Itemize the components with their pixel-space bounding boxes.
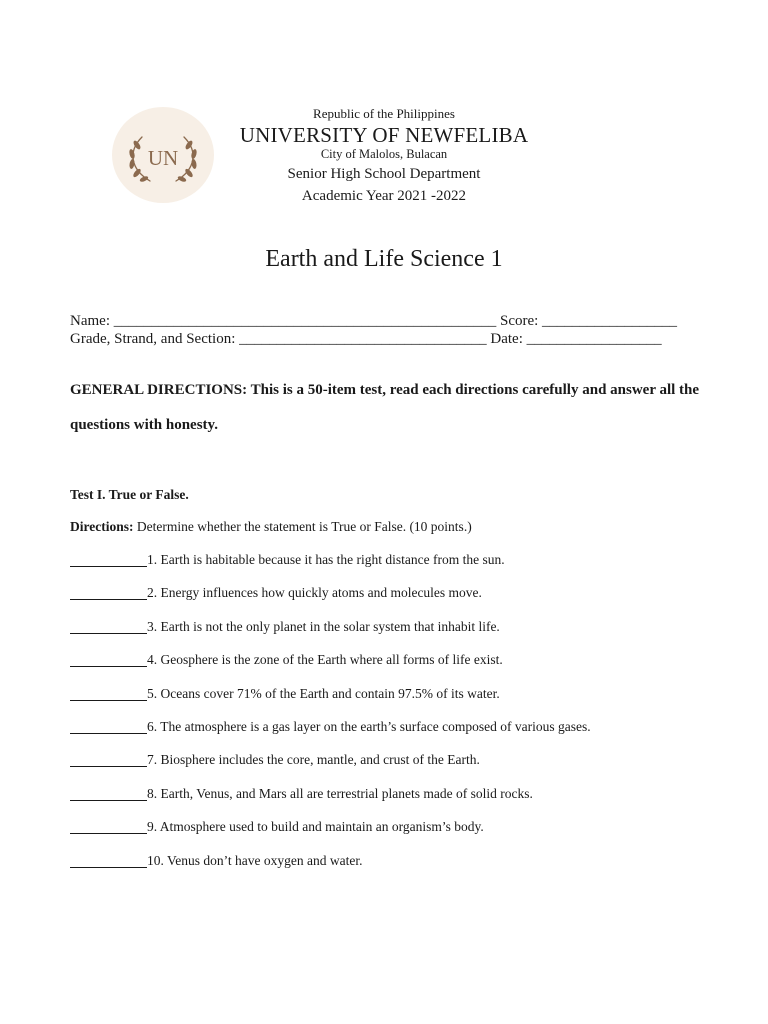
department-line: Senior High School Department <box>287 166 481 182</box>
question-text: 2. Energy influences how quickly atoms and molecules move. <box>147 585 482 601</box>
question-text: 5. Oceans cover 71% of the Earth and contain 97.5% of its water. <box>147 685 500 701</box>
question-text: 3. Earth is not the only planet in the solar system that inhabit life. <box>147 618 500 634</box>
name-score-field[interactable]: Name: ___________________________________________________ Score: __________________ <box>70 313 678 329</box>
question-item <box>70 752 730 785</box>
question-text: 9. Atmosphere used to build and maintain an organism’s body. <box>147 819 484 835</box>
academic-year: Academic Year 2021 -2022 <box>301 188 467 204</box>
question-item <box>70 552 730 585</box>
answer-blank[interactable] <box>70 652 147 667</box>
general-directions: GENERAL DIRECTIONS: This is a 50-item test, read each directions carefully and answer all the questions with honesty. <box>70 382 700 433</box>
answer-blank[interactable] <box>70 786 147 801</box>
answer-blank[interactable] <box>70 853 147 868</box>
question-text: 6. The atmosphere is a gas layer on the earth’s surface composed of various gases. <box>147 718 591 734</box>
test-directions <box>70 519 472 535</box>
document-title: Earth and Life Science 1 <box>265 246 503 272</box>
question-item <box>70 719 730 752</box>
city-line: City of Malolos, Bulacan <box>320 147 448 161</box>
test-title: Test I. True or False. <box>70 487 189 502</box>
question-item <box>70 686 730 719</box>
question-text: 10. Venus don’t have oxygen and water. <box>147 852 363 868</box>
answer-blank[interactable] <box>70 552 147 567</box>
question-text: 8. Earth, Venus, and Mars all are terrestrial planets made of solid rocks. <box>147 785 533 801</box>
question-item <box>70 786 730 819</box>
answer-blank[interactable] <box>70 619 147 634</box>
university-name: UNIVERSITY OF NEWFELIBA <box>239 123 529 147</box>
republic-line: Republic of the Philippines <box>313 106 455 121</box>
question-text: 7. Biosphere includes the core, mantle, and crust of the Earth. <box>147 752 480 768</box>
logo-monogram: UN <box>147 146 179 170</box>
answer-blank[interactable] <box>70 719 147 734</box>
directions-text: Determine whether the statement is True or False. (10 points.) <box>133 519 472 534</box>
question-item <box>70 819 730 852</box>
answer-blank[interactable] <box>70 752 147 767</box>
question-list <box>70 552 730 886</box>
question-item <box>70 652 730 685</box>
question-item <box>70 585 730 618</box>
answer-blank[interactable] <box>70 819 147 834</box>
directions-label: Directions: <box>70 519 134 534</box>
question-text: 4. Geosphere is the zone of the Earth where all forms of life exist. <box>147 652 503 668</box>
question-text: 1. Earth is habitable because it has the right distance from the sun. <box>147 552 505 567</box>
question-item <box>70 853 730 886</box>
answer-blank[interactable] <box>70 686 147 701</box>
grade-date-field[interactable]: Grade, Strand, and Section: _________________________________ Date: __________________ <box>70 331 662 347</box>
answer-blank[interactable] <box>70 585 147 600</box>
question-item <box>70 619 730 652</box>
